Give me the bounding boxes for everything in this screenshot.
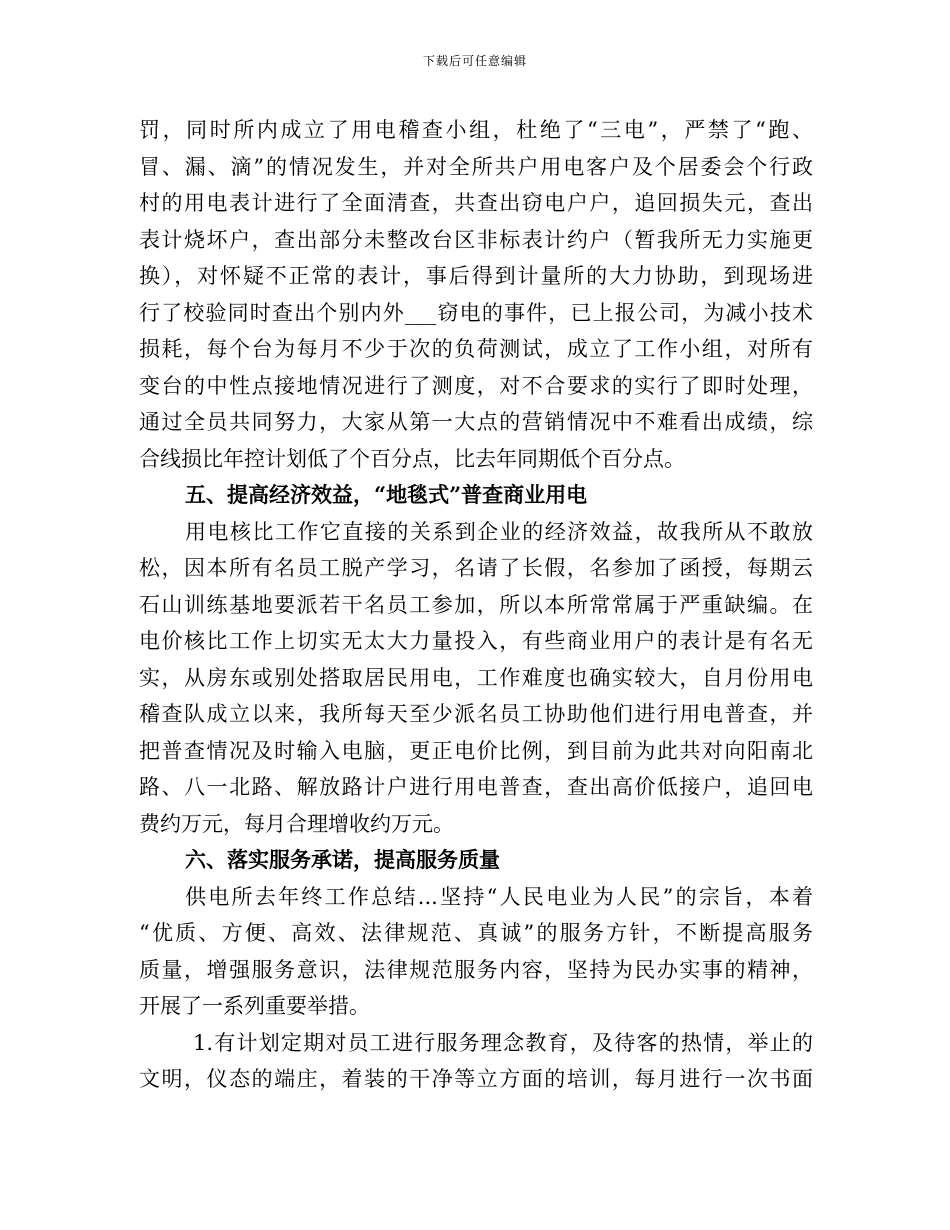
body-line: 松，因本所有名员工脱产学习，名请了长假，名参加了函授，每期云 — [139, 556, 813, 580]
body-line: 换），对怀疑不正常的表计，事后得到计量所的大力协助，到现场进 — [139, 264, 813, 288]
body-line: 行了校验同时查出个别内外___窃电的事件，已上报公司，为减小技术 — [139, 300, 813, 325]
body-line: 电价核比工作上切实无太大力量投入，有些商业用户的表计是有名无 — [139, 629, 813, 653]
body-line: 用电核比工作它直接的关系到企业的经济效益，故我所从不敢放 — [185, 519, 813, 544]
body-line: 合线损比年控计划低了个百分点，比去年同期低个百分点。 — [139, 446, 685, 471]
body-line: 路、八一北路、解放路计户进行用电普查，查出高价低接户，追回电 — [139, 775, 813, 799]
body-line: 损耗，每个台为每月不少于次的负荷测试，成立了工作小组，对所有 — [139, 337, 813, 361]
body-line: 冒、漏、滴”的情况发生，并对全所共户用电客户及个居委会个行政 — [139, 154, 813, 179]
body-line: 供电所去年终工作总结...坚持“人民电业为人民”的宗旨，本着 — [185, 884, 813, 909]
page-header-note: 下载后可任意编辑 — [422, 54, 527, 68]
body-line: 通过全员共同努力，大家从第一大点的营销情况中不难看出成绩，综 — [139, 410, 813, 434]
body-line: 石山训练基地要派若干名员工参加，所以本所常常属于严重缺编。在 — [139, 592, 813, 617]
body-line: 村的用电表计进行了全面清查，共查出窃电户户，追回损失元，查出 — [139, 191, 813, 215]
section-heading-6: 六、落实服务承诺，提高服务质量 — [185, 847, 500, 872]
body-line: 稽查队成立以来，我所每天至少派名员工协助他们进行用电普查，并 — [139, 702, 813, 726]
document-body — [139, 112, 813, 1098]
body-line: 质量，增强服务意识，法律规范服务内容，坚持为民办实事的精神， — [139, 957, 813, 982]
body-line: 罚，同时所内成立了用电稽查小组，杜绝了“三电”，严禁了“跑、 — [139, 118, 813, 142]
body-line: 开展了一系列重要举措。 — [139, 994, 370, 1018]
section-heading-5: 五、提高经济效益，“地毯式”普查商业用电 — [185, 482, 588, 507]
body-line: 把普查情况及时输入电脑，更正电价比例，到目前为此共对向阳南北 — [139, 738, 813, 763]
body-line: 实，从房东或别处搭取居民用电，工作难度也确实较大，自月份用电 — [139, 665, 813, 690]
body-line: 文明，仪态的端庄，着装的干净等立方面的培训，每月进行一次书面 — [139, 1067, 813, 1091]
body-line: 费约万元，每月合理增收约万元。 — [139, 811, 454, 836]
body-line: “优质、方便、高效、法律规范、真诚”的服务方针，不断提高服务 — [139, 921, 813, 945]
numbered-item-line: 1.有计划定期对员工进行服务理念教育，及待客的热情，举止的 — [193, 1030, 813, 1055]
body-line: 变台的中性点接地情况进行了测度，对不合要求的实行了即时处理， — [139, 373, 813, 398]
body-line: 表计烧坏户，查出部分未整改台区非标表计约户（暂我所无力实施更 — [139, 227, 813, 252]
